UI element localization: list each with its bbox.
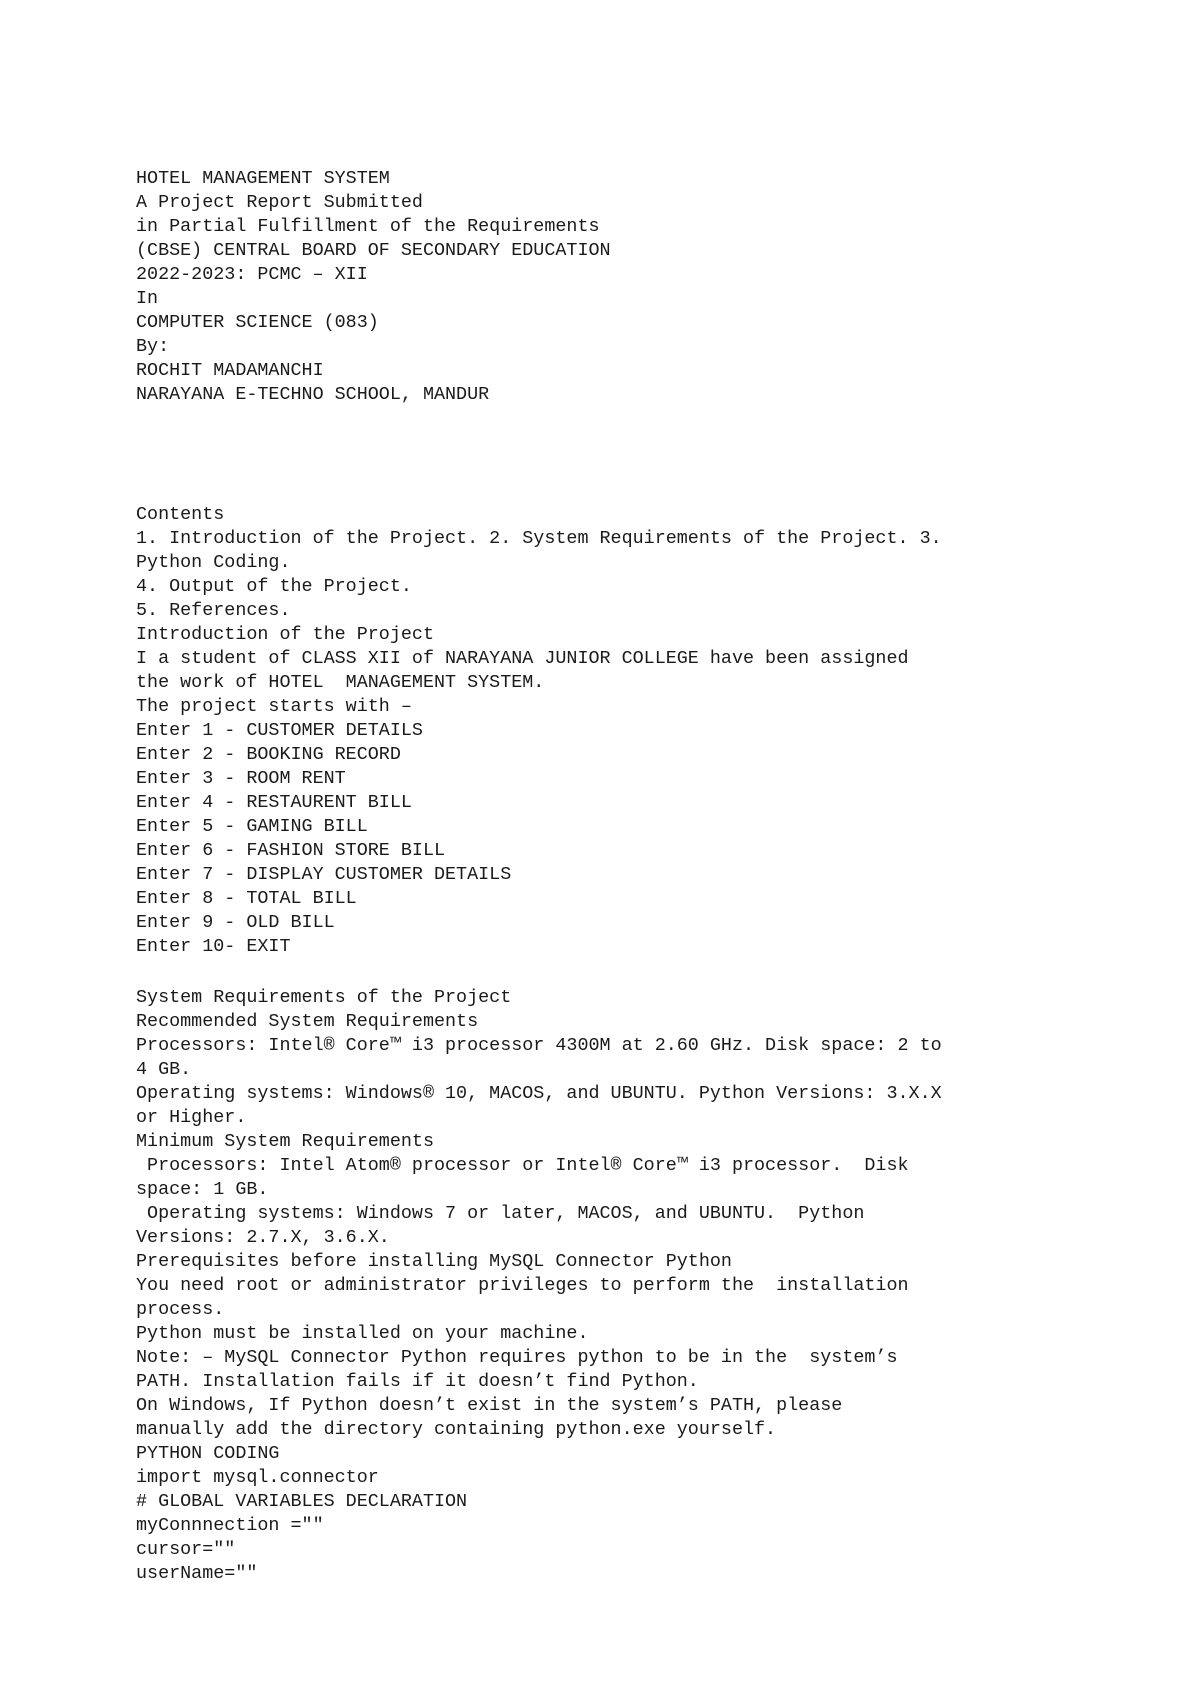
requirements-text: Operating systems: Windows 7 or later, MACOS, and UBUNTU. Python — [136, 1203, 865, 1224]
project-title: HOTEL MANAGEMENT SYSTEM — [136, 168, 390, 189]
requirements-text: 4 GB. — [136, 1059, 192, 1080]
minimum-heading: Minimum System Requirements — [136, 1131, 434, 1152]
menu-option: Enter 5 - GAMING BILL — [136, 816, 368, 837]
system-requirements-heading: System Requirements of the Project — [136, 987, 512, 1008]
code-line: userName="" — [136, 1563, 258, 1584]
code-line: import mysql.connector — [136, 1467, 379, 1488]
title-page-block — [136, 167, 611, 407]
contents-section — [136, 503, 942, 959]
contents-heading: Contents — [136, 504, 225, 525]
report-subtitle: A Project Report Submitted — [136, 192, 423, 213]
board-name: (CBSE) CENTRAL BOARD OF SECONDARY EDUCATION — [136, 240, 611, 261]
note-text: manually add the directory containing python.exe yourself. — [136, 1419, 777, 1440]
recommended-heading: Recommended System Requirements — [136, 1011, 479, 1032]
menu-option: Enter 8 - TOTAL BILL — [136, 888, 357, 909]
contents-line: 1. Introduction of the Project. 2. System Requirements of the Project. 3. — [136, 528, 942, 549]
menu-option: Enter 4 - RESTAURENT BILL — [136, 792, 412, 813]
note-text: PATH. Installation fails if it doesn’t find Python. — [136, 1371, 699, 1392]
introduction-text: I a student of CLASS XII of NARAYANA JUNIOR COLLEGE have been assigned — [136, 648, 909, 669]
subject-name: COMPUTER SCIENCE (083) — [136, 312, 379, 333]
menu-option: Enter 2 - BOOKING RECORD — [136, 744, 401, 765]
prerequisites-text: You need root or administrator privileges to perform the installation — [136, 1275, 909, 1296]
contents-line: 4. Output of the Project. — [136, 576, 412, 597]
requirements-text: Operating systems: Windows® 10, MACOS, and UBUNTU. Python Versions: 3.X.X — [136, 1083, 942, 1104]
note-text: Note: – MySQL Connector Python requires python to be in the system’s — [136, 1347, 898, 1368]
menu-option: Enter 10- EXIT — [136, 936, 291, 957]
code-comment: # GLOBAL VARIABLES DECLARATION — [136, 1491, 468, 1512]
menu-option: Enter 3 - ROOM RENT — [136, 768, 346, 789]
contents-line: 5. References. — [136, 600, 291, 621]
requirements-text: or Higher. — [136, 1107, 247, 1128]
menu-option: Enter 9 - OLD BILL — [136, 912, 335, 933]
prerequisites-heading: Prerequisites before installing MySQL Connector Python — [136, 1251, 732, 1272]
title-line: In — [136, 288, 159, 309]
school-name: NARAYANA E-TECHNO SCHOOL, MANDUR — [136, 384, 490, 405]
author-name: ROCHIT MADAMANCHI — [136, 360, 324, 381]
title-line: in Partial Fulfillment of the Requirements — [136, 216, 600, 237]
requirements-text: space: 1 GB. — [136, 1179, 269, 1200]
requirements-text: Processors: Intel Atom® processor or Intel® Core™ i3 processor. Disk — [136, 1155, 909, 1176]
code-line: cursor="" — [136, 1539, 236, 1560]
requirements-text: Processors: Intel® Core™ i3 processor 4300M at 2.60 GHz. Disk space: 2 to — [136, 1035, 942, 1056]
prerequisites-text: Python must be installed on your machine. — [136, 1323, 589, 1344]
system-requirements-section — [136, 986, 942, 1586]
academic-year: 2022-2023: PCMC – XII — [136, 264, 368, 285]
menu-option: Enter 7 - DISPLAY CUSTOMER DETAILS — [136, 864, 512, 885]
code-line: myConnnection ="" — [136, 1515, 324, 1536]
contents-line: Python Coding. — [136, 552, 291, 573]
python-coding-heading: PYTHON CODING — [136, 1443, 280, 1464]
introduction-text: the work of HOTEL MANAGEMENT SYSTEM. — [136, 672, 545, 693]
introduction-text: The project starts with – — [136, 696, 412, 717]
introduction-heading: Introduction of the Project — [136, 624, 434, 645]
menu-option: Enter 6 - FASHION STORE BILL — [136, 840, 446, 861]
title-line: By: — [136, 336, 170, 357]
menu-option: Enter 1 - CUSTOMER DETAILS — [136, 720, 423, 741]
note-text: On Windows, If Python doesn’t exist in the system’s PATH, please — [136, 1395, 843, 1416]
requirements-text: Versions: 2.7.X, 3.6.X. — [136, 1227, 390, 1248]
prerequisites-text: process. — [136, 1299, 225, 1320]
